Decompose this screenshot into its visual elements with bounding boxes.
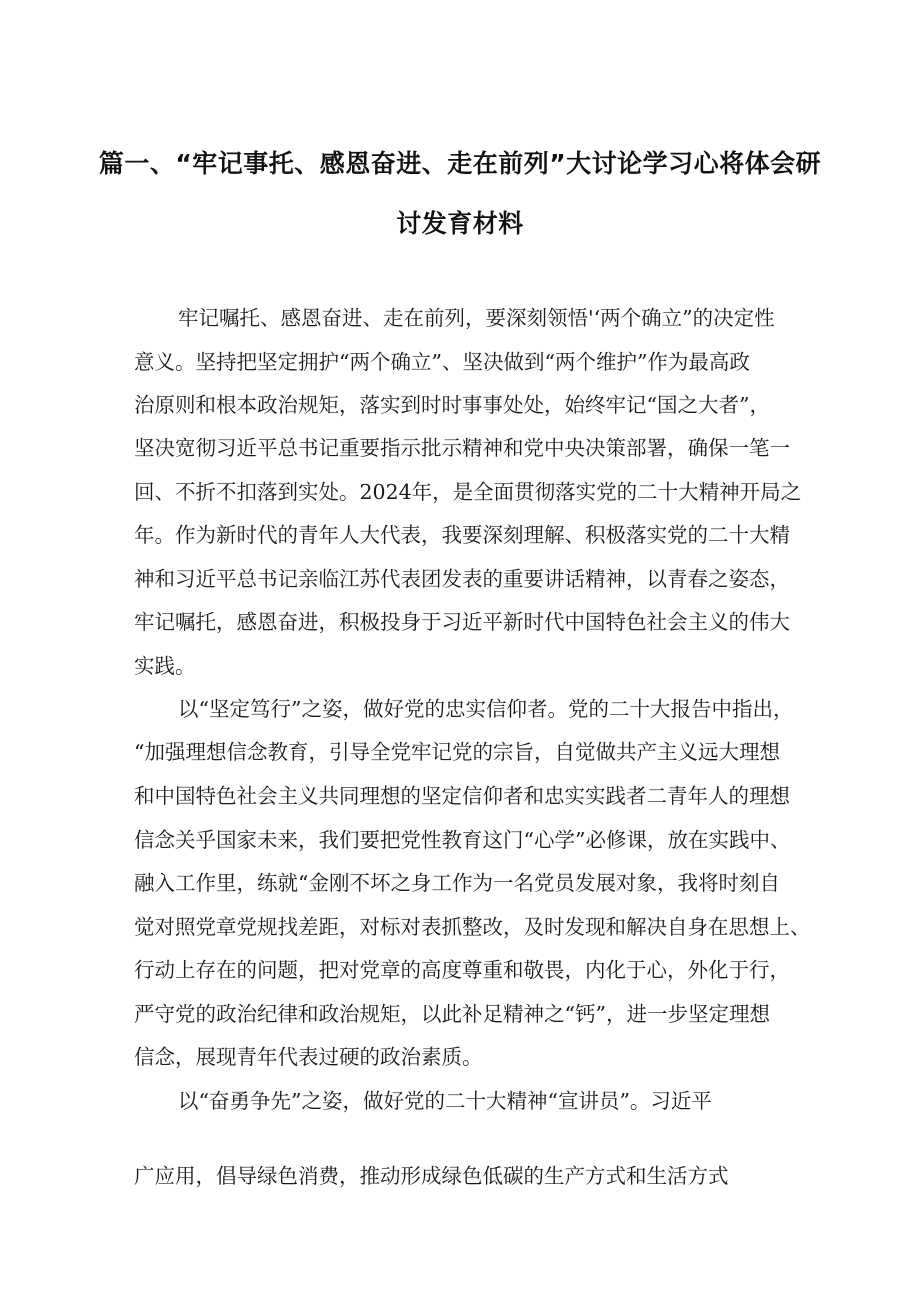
paragraph-4-line-1: 广应用，倡导绿色消费，推动形成绿色低碳的生产方式和生活方式 [134, 1164, 729, 1188]
paragraph-1-line-4: 坚决宽彻习近平总书记重要指示批示精神和党中央决策部署，确保一笔一 [134, 436, 790, 460]
document-title-line-1: 篇一、“牢记事托、感恩奋进、走在前列”大讨论学习心将体会研 [98, 149, 822, 178]
paragraph-2-line-4: 信念关乎国家未来，我们要把党性教育这门“心学”必修课，放在实践中、 [134, 828, 791, 852]
paragraph-1-line-3: 治原则和根本政治规矩，落实到时时事事处处，始终牢记“国之大者”， [134, 393, 770, 417]
paragraph-2-line-8: 严守党的政治纪律和政治规矩，以此补足精神之“钙”，进一步坚定理想 [134, 1002, 770, 1026]
paragraph-1-line-6: 年。作为新时代的青年人大代表，我要深刻理解、积极落实党的二十大精 [134, 523, 790, 547]
paragraph-2-line-1: 以“坚定笃行”之姿，做好党的忠实信仰者。党的二十大报告中指出， [178, 697, 794, 721]
paragraph-2-line-2: “加强理想信念教育，引导全党牢记党的宗旨，自觉做共产主义远大理想 [134, 740, 780, 764]
paragraph-1-line-9: 实践。 [134, 654, 196, 678]
paragraph-2-line-5: 融入工作里，练就“金刚不坏之身工作为一名党员发展对象，我将时刻自 [134, 871, 780, 895]
paragraph-1-line-1: 牢记嘱托、感恩奋进、走在前列，要深刻领悟'‘两个确立”的决定性 [178, 306, 775, 330]
document-title-line-2: 讨发育材料 [396, 209, 524, 238]
paragraph-1-line-7: 神和习近平总书记亲临江苏代表团发表的重要讲话精神，以青春之姿态， [134, 567, 790, 591]
paragraph-2-line-3: 和中国特色社会主义共同理想的坚定信仰者和忠实实践者二青年人的理想 [134, 784, 790, 808]
paragraph-2-line-9: 信念，展现青年代表过硬的政治素质。 [134, 1045, 483, 1069]
paragraph-1-line-2: 意义。坚持把坚定拥护“两个确立”、坚决做到“两个维护”作为最高政 [134, 350, 750, 374]
paragraph-2-line-7: 行动上存在的问题，把对党章的高度尊重和敬畏，内化于心，外化于行， [134, 958, 790, 982]
paragraph-3-line-1: 以“奋勇争先”之姿，做好党的二十大精神“宣讲员”。习近平 [178, 1089, 712, 1113]
paragraph-1-line-8: 牢记嘱托，感恩奋进，积极投身于习近平新时代中国特色社会主义的伟大 [134, 610, 790, 634]
paragraph-2-line-6: 觉对照党章党规找差距，对标对表抓整改，及时发现和解决自身在思想上、 [134, 915, 811, 939]
paragraph-1-line-5: 回、不折不扣落到实处。2024年，是全面贯彻落实党的二十大精神开局之 [134, 480, 802, 504]
